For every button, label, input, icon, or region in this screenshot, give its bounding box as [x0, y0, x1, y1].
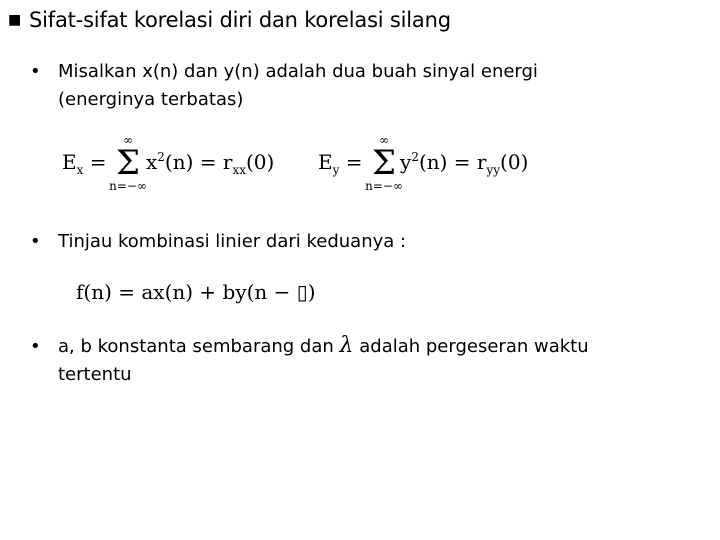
missing-glyph-icon: ▯	[296, 280, 308, 304]
equation-ex-sum: ∞ Σ n=−∞	[109, 133, 147, 193]
bullet-dot-icon: •	[30, 336, 41, 357]
bullet-energy-signals	[30, 58, 538, 114]
lambda-symbol: λ	[339, 333, 354, 358]
equation-ey-lhs: $E_y$ =	[318, 150, 363, 177]
bullet-linear-combination	[30, 228, 406, 256]
bullet-dot-icon: •	[30, 231, 41, 252]
bullet3-after: adalah pergeseran waktu	[359, 336, 589, 357]
equation-ey-sum: ∞ Σ n=−∞	[365, 133, 403, 193]
bullet1-line1: Misalkan x(n) dan y(n) adalah dua buah sinyal energi	[58, 61, 538, 82]
slide-title-text: Sifat-sifat korelasi diri dan korelasi silang	[29, 8, 451, 32]
bullet1-line2: (energinya terbatas)	[58, 89, 244, 110]
equation-f: f(n) = ax(n) + by(n − ▯)	[76, 280, 316, 304]
square-bullet-icon: ■	[8, 12, 22, 28]
equation-ey-rhs: $y^2(n) = r_{yy}(0)$	[400, 150, 529, 177]
equation-ex-lhs: $E_x$ =	[62, 150, 107, 177]
bullet3-line2: tertentu	[58, 364, 132, 385]
bullet2-text: Tinjau kombinasi linier dari keduanya :	[58, 231, 407, 252]
slide-title	[8, 8, 451, 32]
bullet-constants	[30, 332, 589, 389]
equation-ex-rhs: $x^2(n) = r_{xx}(0)$	[146, 150, 275, 177]
bullet-dot-icon: •	[30, 61, 41, 82]
bullet3-before: a, b konstanta sembarang dan	[58, 336, 334, 357]
